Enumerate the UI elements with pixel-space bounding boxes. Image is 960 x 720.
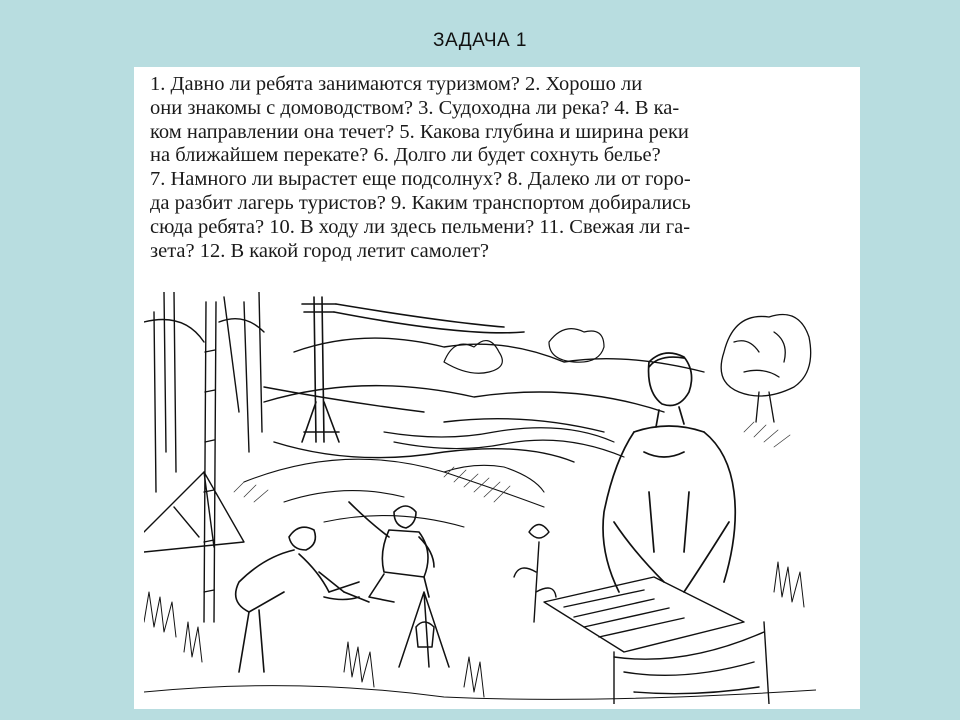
slide-title: ЗАДАЧА 1 — [432, 30, 528, 51]
question-line: на ближайшем перекате? 6. Долго ли будет сохнуть белье? — [150, 144, 661, 167]
camp-illustration — [144, 292, 816, 704]
birch-trees — [144, 292, 264, 622]
task-questions — [150, 73, 836, 263]
question-line: сюда ребята? 10. В ходу ли здесь пельмени? 11. Свежая ли га- — [150, 215, 691, 238]
power-pole — [302, 297, 524, 442]
newspaper-stump — [544, 577, 769, 704]
question-line: да разбит лагерь туристов? 9. Каким транспортом добирались — [150, 191, 691, 214]
question-line: 1. Давно ли ребята занимаются туризмом? 2. Хорошо ли — [150, 73, 643, 95]
campfire-tripod — [399, 592, 449, 667]
far-trees — [444, 329, 604, 374]
large-tree — [721, 315, 811, 423]
question-line: 7. Намного ли вырастет еще подсолнух? 8. Далеко ли от горо- — [150, 168, 691, 191]
river — [384, 428, 624, 457]
distant-hills — [264, 338, 704, 462]
question-line: зета? 12. В какой город летит самолет? — [150, 239, 490, 262]
man-with-newspaper — [603, 353, 735, 592]
question-line: они знакомы с домоводством? 3. Судоходна ли река? 4. В ка- — [150, 96, 680, 119]
foreground-grass — [144, 562, 816, 699]
tent — [144, 472, 244, 552]
sunflower — [514, 525, 556, 623]
task-sheet — [134, 67, 860, 709]
question-line: ком направлении она течет? 5. Какова глубина и ширина реки — [150, 120, 689, 143]
